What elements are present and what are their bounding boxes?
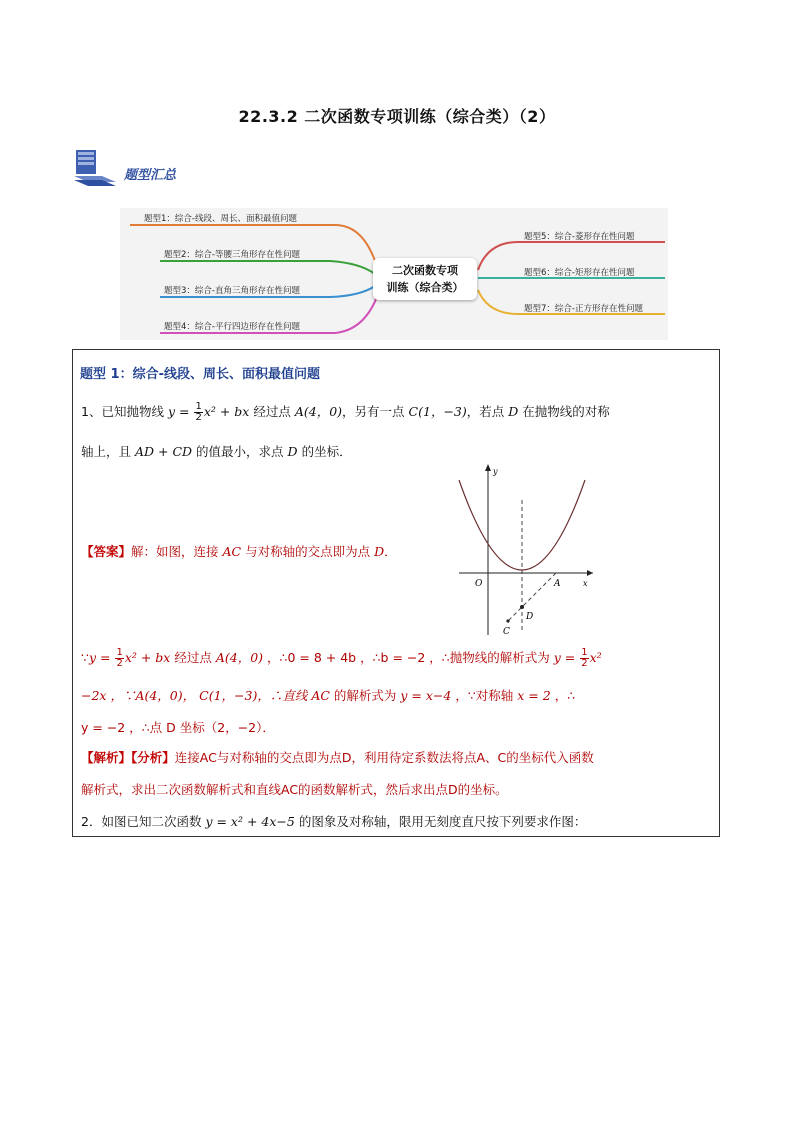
- q1-line2: 轴上，且 AD + CD 的值最小，求点 D 的坐标．: [81, 444, 352, 459]
- mindmap-item: 题型3：综合-直角三角形存在性问题: [164, 286, 300, 296]
- question-box: [72, 349, 720, 837]
- answer-line: 【答案】解：如图，连接 AC 与对称轴的交点即为点 D．: [81, 544, 397, 559]
- fraction-half: $\frac{1}{2}$: [195, 401, 202, 423]
- q2-line: 2．如图已知二次函数 y = x² + 4x−5 的图象及对称轴，限用无刻度直尺按下列要求作图：: [81, 814, 587, 829]
- q1-line1: 1、已知抛物线 y = $\frac{1}{2}$ x² + bx 经过点 A(4，0)，另有一点 C(1，−3)，若点 D 在抛物线的对称: [81, 401, 610, 423]
- fraction-half: $\frac{1}{2}$: [116, 647, 123, 669]
- book-stack-icon: [72, 148, 118, 188]
- mindmap-item: 题型2：综合-等腰三角形存在性问题: [164, 250, 300, 260]
- solution-line3: y = −2 ，∴点 D 坐标（2，−2）．: [81, 720, 275, 735]
- center-line2: 训练（综合类）: [386, 281, 464, 294]
- point-C-label: C: [503, 627, 510, 635]
- fraction-half: $\frac{1}{2}$: [581, 647, 588, 669]
- analysis-line1: 【解析】【分析】连接AC与对称轴的交点即为点D，利用待定系数法将点A、C的坐标代入函数: [81, 750, 594, 765]
- solution-line2: −2x ，∵A(4，0)， C(1，−3)，∴直线 AC 的解析式为 y = x−4 ，∵对称轴 x = 2 ，∴: [81, 688, 576, 703]
- axis-y-label: y: [493, 467, 498, 476]
- origin-label: O: [475, 579, 483, 589]
- mindmap-diagram: [120, 208, 668, 340]
- point-A-label: A: [554, 579, 561, 589]
- parabola-graph: [453, 460, 593, 635]
- section-label: 题型汇总: [124, 168, 177, 183]
- solution-line1: ∵y = $\frac{1}{2}$ x² + bx 经过点 A(4，0) ，∴0 = 8 + 4b ，∴b = −2 ，∴抛物线的解析式为 y = $\frac{1}{2}$ x²: [81, 647, 602, 669]
- mindmap-item: 题型7：综合-正方形存在性问题: [524, 304, 643, 314]
- mindmap-item: 题型6：综合-矩形存在性问题: [524, 268, 635, 278]
- mindmap-item: 题型4：综合-平行四边形存在性问题: [164, 322, 300, 332]
- question-type-heading: 题型 1：综合-线段、周长、面积最值问题: [80, 367, 320, 382]
- mindmap-item: 题型5：综合-菱形存在性问题: [524, 232, 635, 242]
- center-line1: 二次函数专项: [392, 264, 458, 277]
- mindmap-item: 题型1：综合-线段、周长、面积最值问题: [144, 214, 297, 224]
- analysis-line2: 解析式，求出二次函数解析式和直线AC的函数解析式，然后求出点D的坐标。: [81, 782, 508, 797]
- mindmap-center-node: [373, 258, 477, 300]
- axis-x-label: x: [583, 579, 588, 588]
- page-title: 22.3.2 二次函数专项训练（综合类）（2）: [238, 107, 556, 126]
- point-D-label: D: [526, 612, 534, 622]
